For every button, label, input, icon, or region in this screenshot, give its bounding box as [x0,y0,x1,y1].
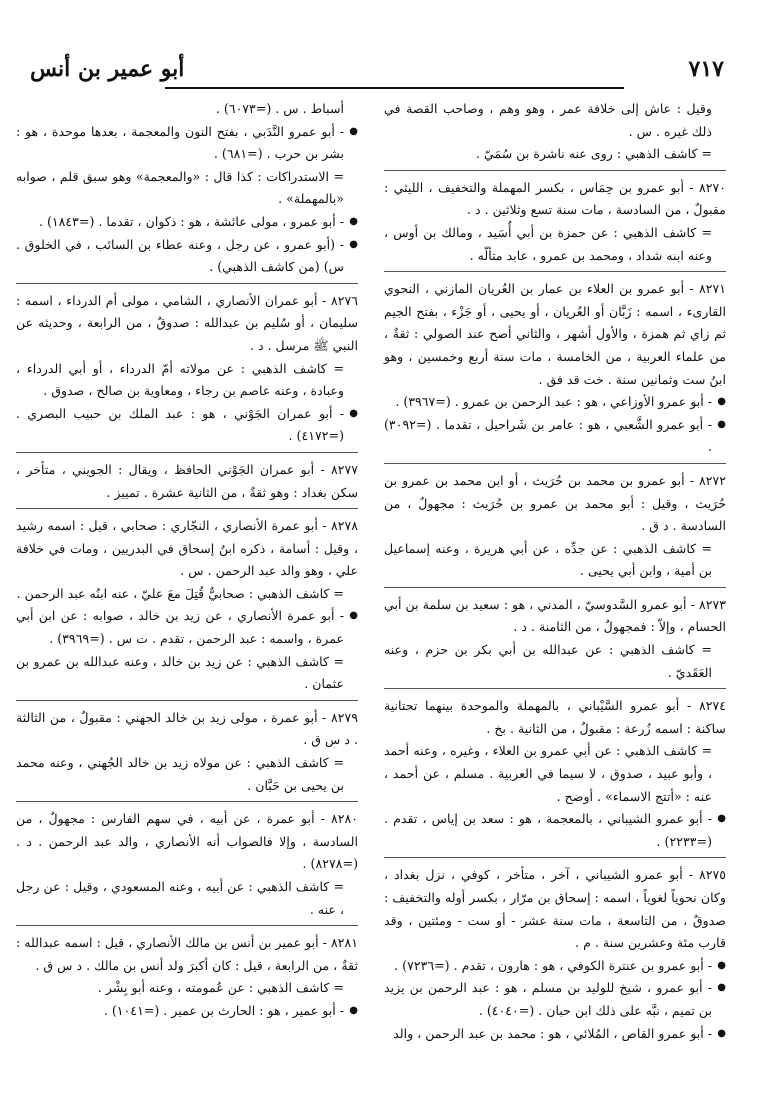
entry-heading: ٨٢٨٠ - أبو عمرة ، عن أبيه ، في سهم الفارس : مجهولٌ ، من السادسة ، وإلا فالصواب أنه الأنصاري ، والد عبد الرحمن . د . (=٨٢٧٨) . [16,811,358,872]
entry-heading: ٨٢٧١ - أبو عمرو بن العلاء بن عمار بن العُريان المازني ، النحوي القارىء ، اسمه : زَبَّان أو العُريان ، أو يحيى ، أو جَزْء ، بفتح الجيم ثم زاي ثم همزة ، والأول أشهر ، والثاني أصح عند الصولي : ثقةٌ ، من علماء العربية ، من الخامسة ، مات سنة أربع وخمسين ، وهو ابنُ ست وثمانين سنة . خت قد فق . [384,281,726,387]
cross-reference: ● - أبو عمرو ، مولى عائشة ، هو : ذكوان ، تقدما . (=١٨٤٣) . [16,211,358,234]
entry-divider [384,170,726,171]
cross-reference: ● - أبو عمرو الشَّعبي ، هو : عامر بن شَراحيل ، تقدما . (=٣٠٩٢) . [384,414,726,459]
entry-note: = الاستدراكات : كذا قال : «والمعجمة» وهو سبق قلم ، صوابه «بالمهملة» . [16,168,344,207]
entry-note: أسباط . س . (=٦٠٧٣) . [215,101,344,116]
cross-reference: ● - (أبو عمرو ، عن رجل ، وعنه عطاء بن السائب ، في الخلوق . س) (من كاشف الذهبي) . [16,234,358,279]
cross-reference: ● - أبو عمرة الأنصاري ، عن زيد بن خالد ، صوابه : عن ابن أبي عمرة ، واسمه : عبد الرحمن ، تقدم . ت س . (=٣٩٦٩) . [16,605,358,650]
cross-reference: ● - أبو عمرو النَّدَبي ، بفتح النون والمعجمة ، بعدها موحدة ، هو : بشر بن حرب . (=٦٨١) . [16,121,358,166]
left-column [16,98,358,1023]
entry-divider [384,857,726,858]
entry-heading: ٨٢٨١ - أبو عمير بن أنس بن مالك الأنصاري ، قيل : اسمه عبدالله : ثقةٌ ، من الرابعة ، قيل : كان أكبرَ ولد أنس بن مالك . د س ق . [16,935,358,973]
entry-note: = كاشف الذهبي : روى عنه ناشرة بن سُمَيّ . [475,146,712,162]
entry-divider [16,925,358,926]
entry-divider [384,587,726,588]
entry-note: وقيل : عاش إلى خلافة عمر ، وهو وهم ، وصاحب القصة في ذلك غيره . س . [384,101,712,139]
entry-note: = كاشف الذهبي : عن جدِّه ، عن أبي هريرة ، وعنه إسماعيل بن أمية ، وابن أبي يحيى . [384,540,712,579]
cross-reference: ● - أبو عمران الجَوْني ، هو : عبد الملك بن حبيب البصري . (=٤١٧٢) . [16,403,358,448]
entry-note: = كاشف الذهبي : عن زيد بن خالد ، وعنه عبدالله بن عمرو بن عثمان . [16,653,344,692]
cross-reference: ● - أبو عمرو الأوزاعي ، هو : عبد الرحمن بن عمرو . (=٣٩٦٧) . [384,391,726,414]
entry-heading: ٨٢٧٧ - أبو عمران الجَوْني الحافظ ، ويقال : الجويني ، متأخر ، سكن بغداد : وهو ثقةٌ ، من الثانية عشرة . تمييز . [16,461,358,500]
right-column [384,98,726,1045]
entry-note: = كاشف الذهبي : عن أبيه ، وعنه المسعودي ، وقيل : عن رجل ، عنه . [16,879,344,917]
entry-note: = كاشف الذهبي : عن أبي عمرو بن العلاء ، وغيره ، وعنه أحمد ، وأبو عبيد ، صدوق ، لا سيما في العربية . مسلم ، عن أحمد ، عنه : «أتتج الاسماء» . أوضح . [384,743,712,804]
entry-heading: ٨٢٧٩ - أبو عمرة ، مولى زيد بن خالد الجهني : مقبولٌ ، من الثالثة . د س ق . [16,709,358,748]
entry-heading: ٨٢٧٨ - أبو عمرة الأنصاري ، النجّاري : صحابي ، قيل : اسمه رشيد ، وقيل : أسامة ، ذكره ابنُ إسحاق في البدريين ، ومات في خلافة علي ، وهو والد عبد الرحمن . س . [16,518,358,579]
entry-divider [384,688,726,689]
entry-heading: ٨٢٧٢ - أبو عمرو بن محمد بن حُرَيث ، أو ابن محمد بن عمرو بن حُرَيث ، وقيل : أبو محمد بن عمرو بن حُرَيث : مجهولٌ ، من السادسة . د ق . [384,472,726,534]
cross-reference: ● - أبو عمرو ، شيخ للوليد بن مسلم ، هو : عبد الرحمن بن يزيد بن تميم ، نبَّه على ذلك ابن حبان . (=٤٠٤٠) . [384,977,726,1022]
entry-divider [16,452,358,453]
header-rule [165,87,624,89]
entry-divider [16,283,358,284]
entry-note: = كاشف الذهبي : عن مولاه زيد بن خالد الجُهني ، وعنه محمد بن يحيى بن حَبَّان . [16,755,344,793]
entry-heading: ٨٢٧٣ - أبو عمرو السَّدوسيّ ، المدني ، هو : سعيد بن سلمة بن أبي الحسام ، وإلاّ : فمجهولٌ ، من الثامنة . د . [384,596,726,635]
entry-note: = كاشف الذهبي : صحابيٌّ قُتِلَ معَ عليّ ، عنه ابنُه عبد الرحمن . [16,585,344,601]
entry-divider [16,801,358,802]
entry-note: = كاشف الذهبي : عن عُمومته ، وعنه أبو بِشْر . [97,980,344,996]
entry-note: = كاشف الذهبي : عن حمزة بن أبي أُسَيد ، ومالك بن أوس ، وعنه ابنه شداد ، ومحمد بن عمرو ، عابد متألّه . [384,224,712,263]
cross-reference: ● - أبو عمرو القاص ، المُلائي ، هو : محمد بن عبد الرحمن ، والد [384,1023,726,1046]
entry-heading: ٨٢٧٥ - أبو عمرو الشيباني ، آخر ، متأخر ، كوفي ، نزل بغداد ، وكان نحوياً لغوياً ، اسمه : إسحاق بن مرّار ، بكسر أوله والتخفيف : صدوقٌ ، من التاسعة ، مات سنة عشر - أو ست - ومئتين ، وقد قارب مئة وعشرين سنة . م . [384,867,726,951]
running-title: أبو عمير بن أنس [30,56,185,82]
entry-note: = كاشف الذهبي : عن عبدالله بن أبي بكر بن حزم ، وعنه العَقَديّ . [384,642,712,680]
entry-divider [16,508,358,509]
cross-reference: ● - أبو عمرو بن عنترة الكوفي ، هو : هارون ، تقدم . (=٧٢٣٦) . [384,955,726,978]
cross-reference: ● - أبو عمرو الشيباني ، بالمعجمة ، هو : سعد بن إياس ، تقدم . (=٢٢٣٣) . [384,808,726,853]
entry-heading: ٨٢٧٦ - أبو عمران الأنصاري ، الشامي ، مولى أم الدرداء ، اسمه : سليمان ، أو سُليم بن عبدالله : صدوقٌ ، من الرابعة ، وحديثه عن النبي ﷺ مرسل . د . [16,292,358,353]
entry-divider [16,700,358,701]
page-number: ٧١٧ [688,56,724,82]
entry-divider [384,463,726,464]
cross-reference: ● - أبو عمير ، هو : الحارث بن عمير . (=١٠٤١) . [16,1000,358,1023]
entry-heading: ٨٢٧٤ - أبو عمرو السَّيْباني ، بالمهملة والموحدة بينهما تحتانية ساكنة : اسمه زُرعة : مقبولٌ ، من الثانية . بخ . [384,698,726,736]
entry-note: = كاشف الذهبي : عن مولاته أمّ الدرداء ، أو أبي الدرداء ، وعبادة ، وعنه عاصم بن رجاء ، ومعاوية بن صالح ، صدوق . [16,360,344,399]
entry-heading: ٨٢٧٠ - أبو عمرو بن حِمَاس ، بكسر المهملة والتخفيف ، الليثي : مقبولٌ ، من السادسة ، مات سنة تسع وثلاثين . د . [384,179,726,218]
entry-divider [384,271,726,272]
